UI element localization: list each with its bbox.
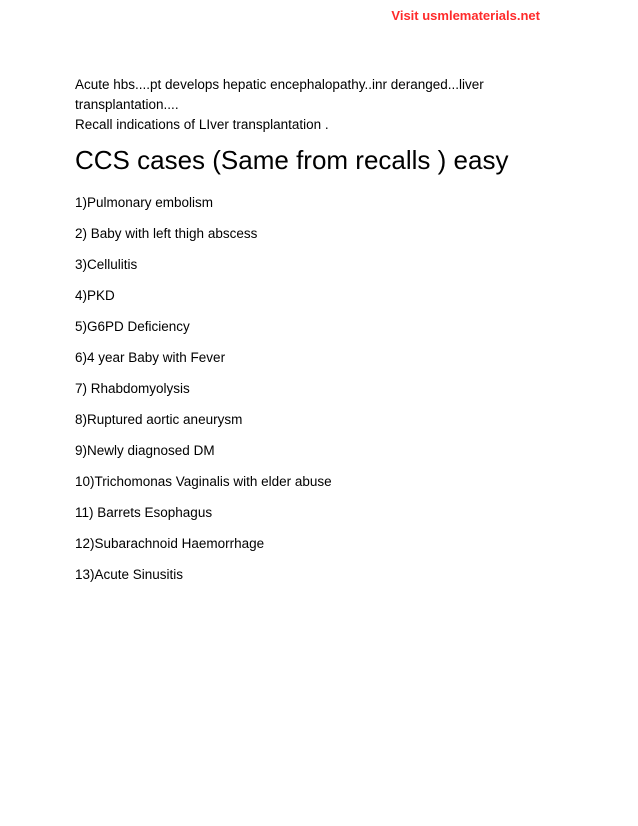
- intro-line: transplantation....: [75, 97, 179, 112]
- intro-line: Acute hbs....pt develops hepatic encephalopathy..inr deranged...liver: [75, 77, 484, 92]
- list-item: 12)Subarachnoid Haemorrhage: [75, 536, 265, 551]
- list-item: 6)4 year Baby with Fever: [75, 350, 226, 365]
- cases-list: [75, 193, 575, 596]
- list-item: 4)PKD: [75, 288, 115, 303]
- list-item: 3)Cellulitis: [75, 257, 138, 272]
- list-item: 7) Rhabdomyolysis: [75, 381, 190, 396]
- list-item: 2) Baby with left thigh abscess: [75, 226, 258, 241]
- list-item: 10)Trichomonas Vaginalis with elder abuse: [75, 474, 332, 489]
- list-item: 8)Ruptured aortic aneurysm: [75, 412, 243, 427]
- list-item: 9)Newly diagnosed DM: [75, 443, 215, 458]
- list-item: 11) Barrets Esophagus: [75, 505, 213, 520]
- section-heading: CCS cases (Same from recalls ) easy: [75, 145, 509, 175]
- list-item: 1)Pulmonary embolism: [75, 195, 214, 210]
- intro-paragraph: [75, 75, 575, 135]
- list-item: 13)Acute Sinusitis: [75, 567, 184, 582]
- watermark-link[interactable]: Visit usmlematerials.net: [391, 8, 540, 23]
- list-item: 5)G6PD Deficiency: [75, 319, 190, 334]
- intro-line: Recall indications of LIver transplantation .: [75, 117, 329, 132]
- document-body: [75, 75, 575, 596]
